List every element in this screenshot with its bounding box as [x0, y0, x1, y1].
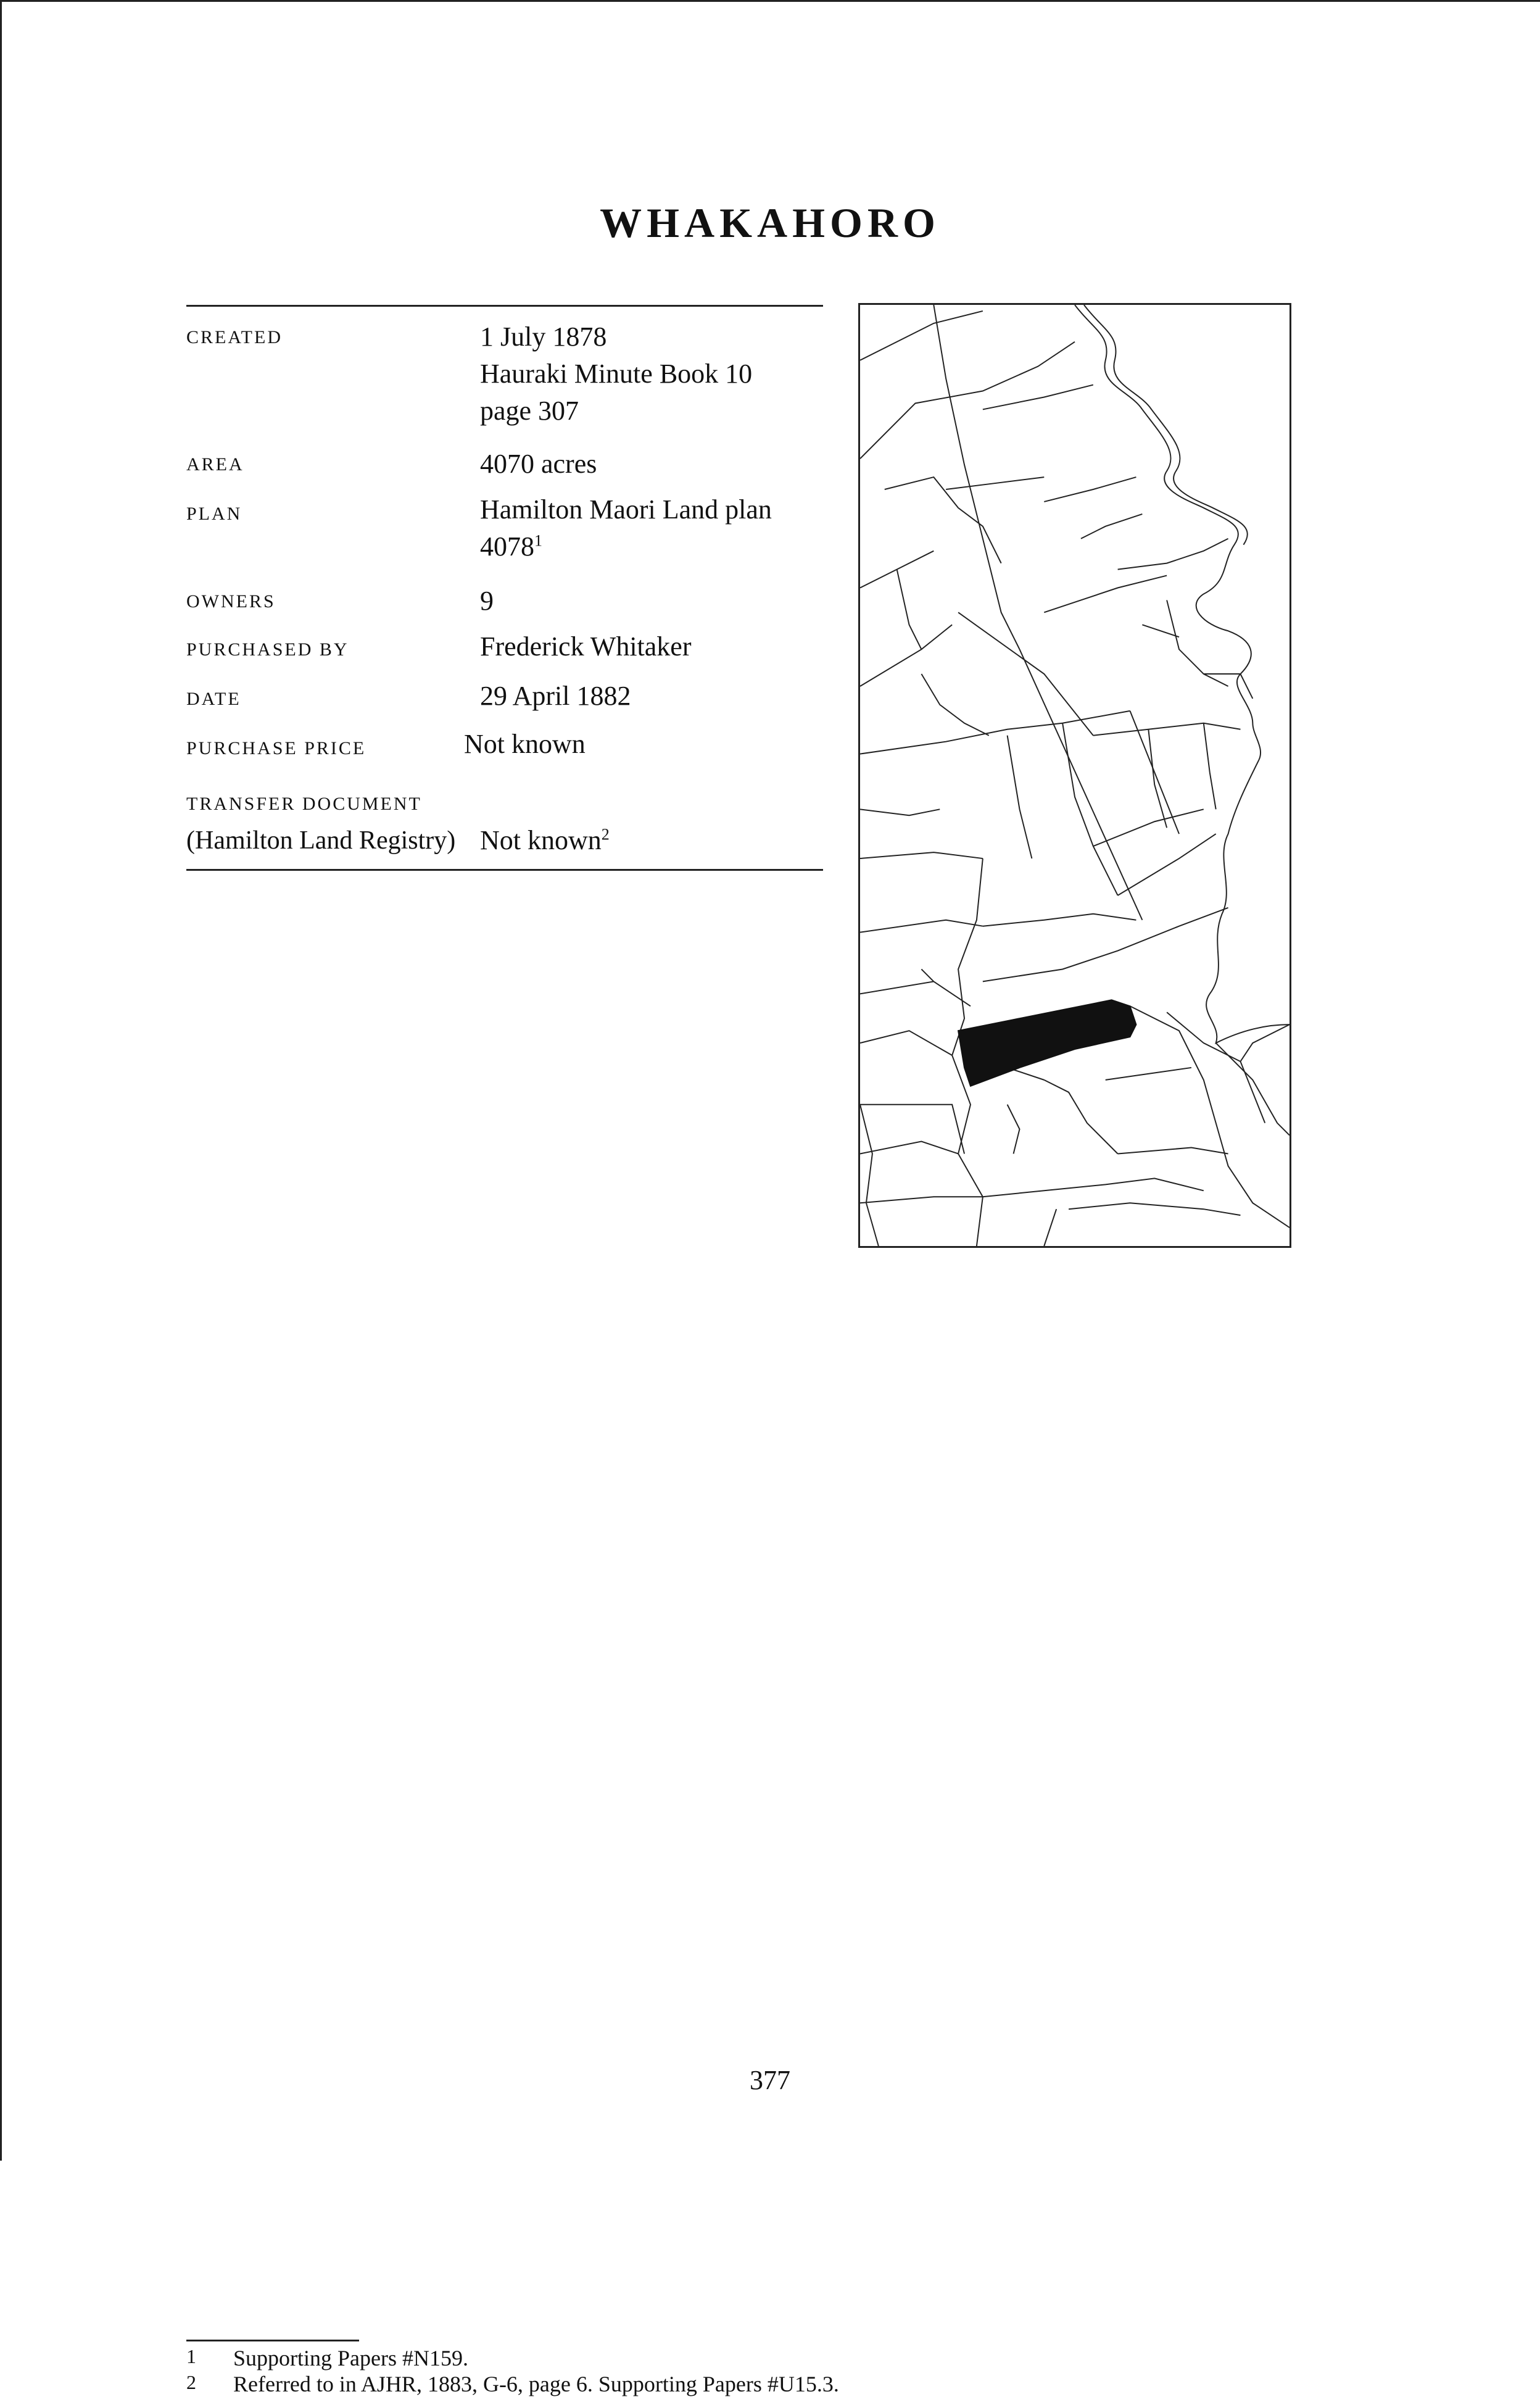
owners-label: OWNERS [186, 591, 276, 612]
purchase-price-label: PURCHASE PRICE [186, 738, 366, 758]
footnote-2-number: 2 [186, 2371, 196, 2393]
transfer-document-value [480, 822, 610, 859]
table-bottom-rule [186, 869, 823, 871]
footnote-2-text: Referred to in AJHR, 1883, G-6, page 6. Supporting Papers #U15.3. [233, 2372, 839, 2396]
table-top-rule [186, 305, 823, 307]
footnote-1-text: Supporting Papers #N159. [233, 2346, 468, 2370]
plan-footnote-ref: 1 [534, 531, 542, 550]
page-title: WHAKAHORO [600, 199, 940, 246]
purchase-price-value: Not known [464, 729, 586, 759]
transfer-registry-label: (Hamilton Land Registry) [186, 826, 456, 855]
plan-number: 4078 [480, 531, 534, 562]
created-date: 1 July 1878 [480, 322, 607, 352]
location-map [858, 303, 1291, 1248]
transfer-document-label: TRANSFER DOCUMENT [186, 794, 422, 814]
transfer-footnote-ref: 2 [601, 825, 610, 844]
footnote-1-number: 1 [186, 2345, 196, 2367]
area-value: 4070 acres [480, 449, 597, 479]
date-value: 29 April 1882 [480, 681, 631, 711]
created-label: CREATED [186, 327, 283, 347]
plan-value [480, 491, 772, 565]
transfer-value-text: Not known [480, 825, 602, 855]
owners-value: 9 [480, 586, 494, 616]
page-border-left [0, 0, 2, 2161]
area-label: AREA [186, 454, 244, 475]
page-border-top [0, 0, 1540, 2]
created-minute-book: Hauraki Minute Book 10 [480, 359, 753, 389]
land-blocks-map [860, 305, 1290, 1246]
plan-label: PLAN [186, 504, 242, 524]
page-number: 377 [750, 2065, 790, 2095]
footnote-rule [186, 2340, 359, 2341]
created-page: page 307 [480, 396, 579, 426]
purchased-by-label: PURCHASED BY [186, 639, 349, 660]
purchased-by-value: Frederick Whitaker [480, 631, 692, 662]
date-label: DATE [186, 689, 241, 709]
created-value [480, 318, 752, 430]
whakahoro-block [958, 1000, 1136, 1086]
plan-name: Hamilton Maori Land plan [480, 494, 772, 525]
